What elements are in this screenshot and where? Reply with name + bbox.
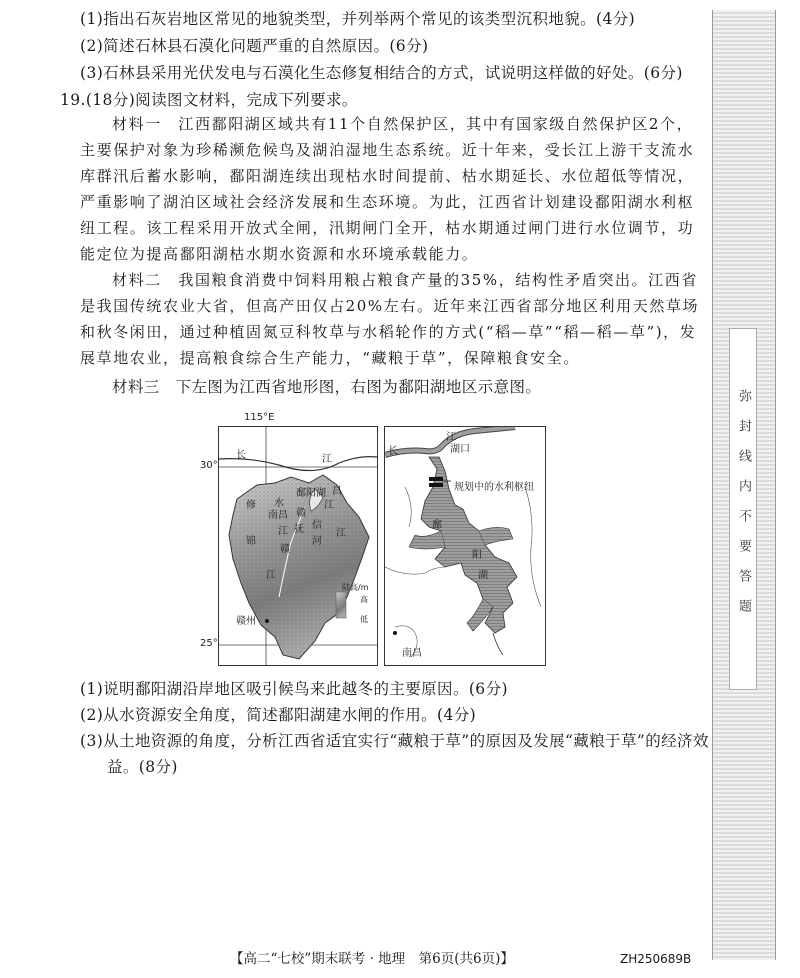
label-xiu: 修 bbox=[246, 500, 256, 511]
label-chang2: 昌 bbox=[332, 486, 342, 497]
legend-bar bbox=[336, 592, 346, 618]
label-yang: 阳 bbox=[472, 550, 482, 561]
question-19-3: (3)从土地资源的角度，分析江西省适宜实行“藏粮于草”的原因及发展“藏粮于草”的经济效 bbox=[80, 732, 709, 750]
lat-30-label: 30° bbox=[200, 460, 218, 471]
jiangxi-topographic-map bbox=[218, 426, 378, 666]
question-19-1: (1)说明鄱阳湖沿岸地区吸引候鸟来此越冬的主要原因。(6分) bbox=[80, 680, 508, 698]
label-hukou: 湖口 bbox=[450, 444, 470, 455]
lat-25-label: 25° bbox=[200, 638, 218, 649]
poyang-map-svg bbox=[385, 427, 545, 665]
label-jiang2: 江 bbox=[324, 500, 334, 511]
question-19-3-cont: 益。(8分) bbox=[107, 758, 178, 776]
label-chang: 长 bbox=[236, 450, 246, 461]
label-jiang4: 江 bbox=[278, 526, 288, 537]
label-po: 鄱 bbox=[432, 520, 442, 531]
seal-line-notice: 弥封线内不要答题 bbox=[729, 328, 757, 690]
label-fu: 抚 bbox=[294, 524, 304, 535]
label-dam: 规划中的水利枢纽 bbox=[454, 482, 534, 493]
nanchang-dot bbox=[393, 631, 397, 635]
ganzhou-dot bbox=[265, 619, 269, 623]
label-gan: 赣 bbox=[296, 508, 306, 519]
label-jiang5: 江 bbox=[266, 570, 276, 581]
label-jin: 锦 bbox=[246, 536, 256, 547]
legend-title: 陆高/m bbox=[342, 583, 369, 592]
legend-high: 高 bbox=[360, 595, 368, 604]
material-2: 材料二 我国粮食消费中饲料用粮占粮食产量的35%，结构性矛盾突出。江西省是我国传统农业大省，但高产田仅占20%左右。近年来江西省部分地区利用天然草场和秋冬闲田，通过种植固氮豆科牧草与水稻轮作的方式(“稻—草”“稻—稻—草”)，发展草地农业，提高粮食综合生产能力，“藏粮于草”，保障粮食安全。 bbox=[80, 271, 700, 367]
label-jiang3: 江 bbox=[336, 528, 346, 539]
label-ganzhou: 赣州 bbox=[236, 616, 256, 627]
label-hu: 湖 bbox=[478, 570, 488, 581]
label-gan2: 赣 bbox=[280, 544, 290, 555]
label-he: 河 bbox=[312, 536, 322, 547]
page-footer: 【高二“七校”期末联考 · 地理 第6页(共6页)】 bbox=[230, 951, 514, 967]
question-18-3: (3)石林县采用光伏发电与石漠化生态修复相结合的方式，试说明这样做的好处。(6分) bbox=[80, 64, 683, 82]
dam-marker bbox=[429, 477, 443, 481]
label-chang-right: 长 bbox=[388, 446, 398, 457]
jiangxi-map-svg bbox=[219, 427, 377, 665]
label-nanchang: 南昌 bbox=[268, 510, 288, 521]
label-jiang: 江 bbox=[322, 454, 332, 465]
question-18-2: (2)简述石林县石漠化问题严重的自然原因。(6分) bbox=[80, 37, 429, 55]
label-poyang: 鄱阳湖 bbox=[296, 488, 326, 499]
question-18-1: (1)指出石灰岩地区常见的地貌类型，并列举两个常见的该类型沉积地貌。(4分) bbox=[80, 10, 636, 28]
question-19-header: 19.(18分)阅读图文材料，完成下列要求。 bbox=[60, 91, 358, 109]
material-3: 材料三 下左图为江西省地形图，右图为鄱阳湖地区示意图。 bbox=[112, 378, 542, 396]
lon-115-label: 115°E bbox=[244, 412, 275, 423]
exam-code: ZH250689B bbox=[620, 952, 692, 966]
label-xin: 信 bbox=[312, 520, 322, 531]
poyang-lake-map bbox=[384, 426, 546, 666]
label-shui: 水 bbox=[274, 498, 284, 509]
question-19-2: (2)从水资源安全角度，简述鄱阳湖建水闸的作用。(4分) bbox=[80, 706, 477, 724]
label-jiang-right: 江 bbox=[446, 432, 456, 443]
legend-low: 低 bbox=[360, 615, 368, 624]
material-1: 材料一 江西鄱阳湖区域共有11个自然保护区，其中有国家级自然保护区2个，主要保护对象为珍稀濒危候鸟及湖泊湿地生态系统。近十年来，受长江上游干支流水库群汛后蓄水影响，鄱阳湖连续出现枯水时间提前、枯水期延长、水位超低等情况，严重影响了湖泊区域社会经济发展和生态环境。为此，江西省计划建设鄱阳湖水利枢纽工程。该工程采用开放式全闸，汛期闸门全开，枯水期通过闸门进行水位调节，功能定位为提高鄱阳湖枯水期水资源和水环境承载能力。 bbox=[80, 115, 695, 263]
label-nanchang-right: 南昌 bbox=[402, 648, 422, 659]
